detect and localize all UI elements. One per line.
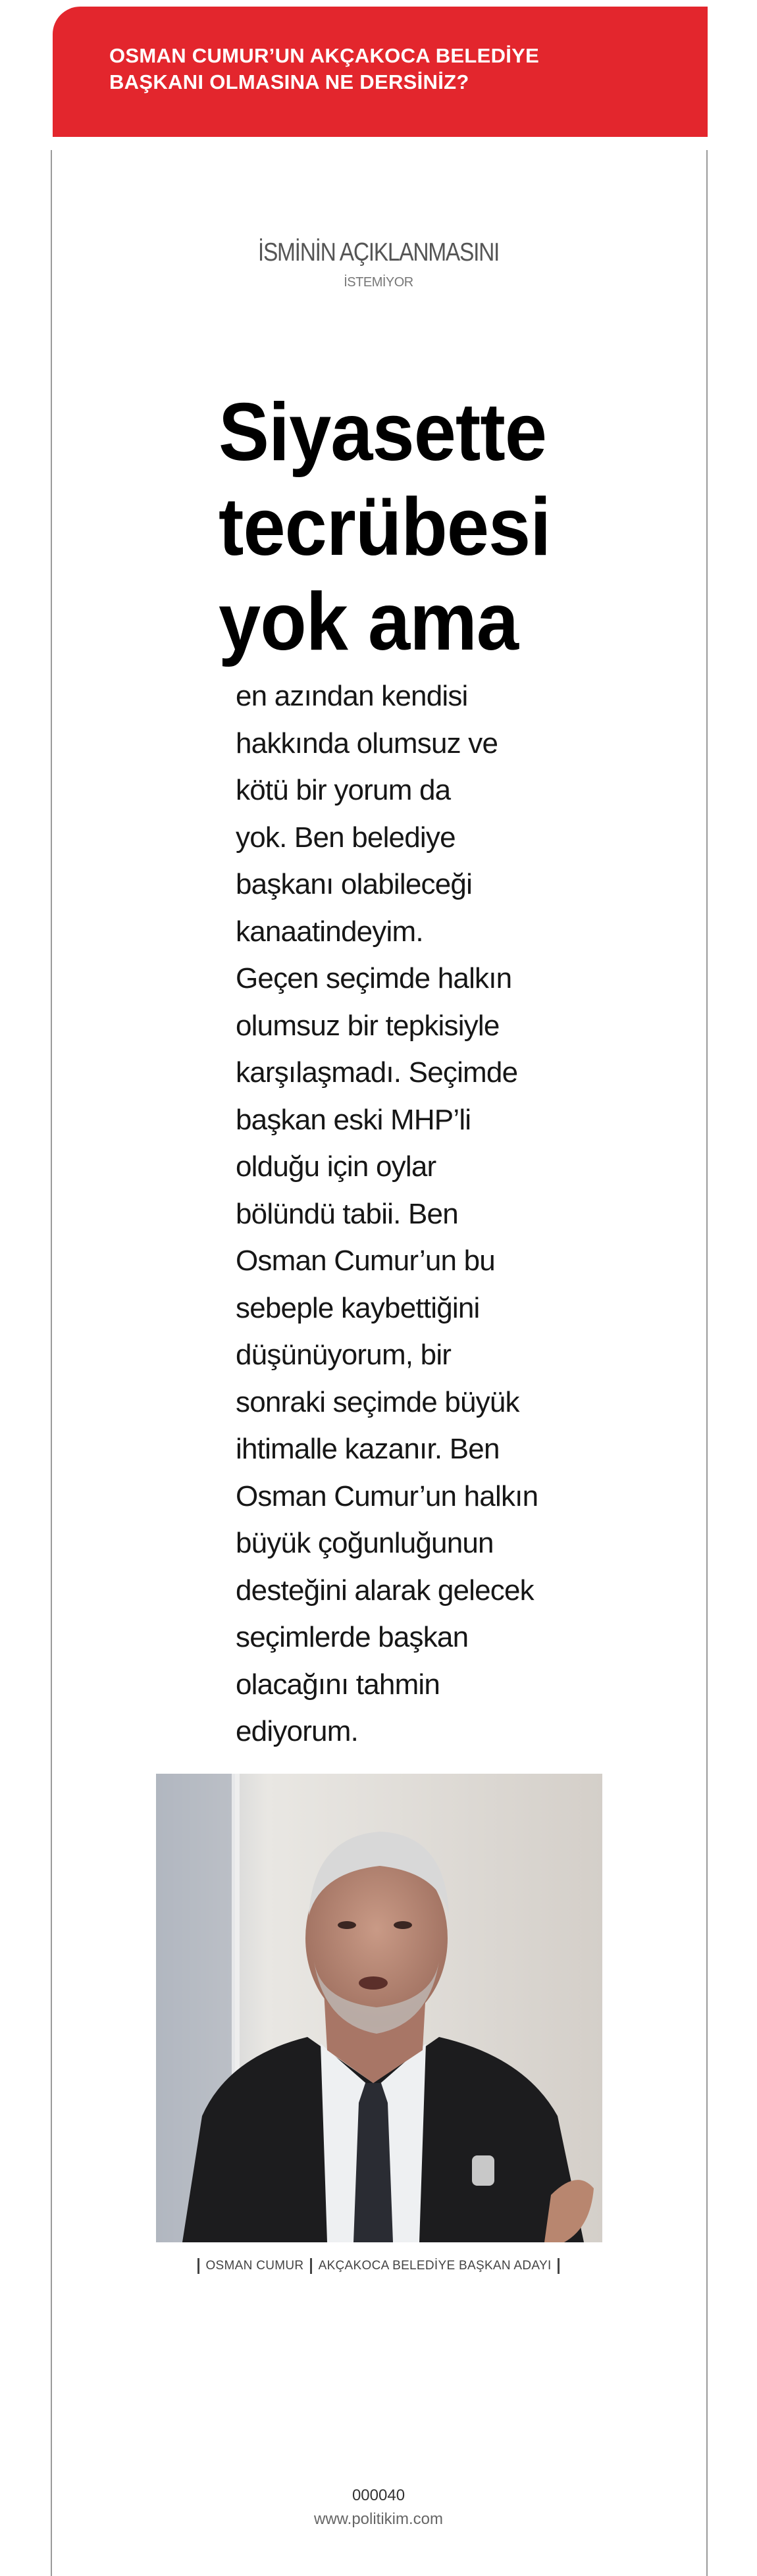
caption-divider — [310, 2258, 312, 2274]
body-line: Osman Cumur’un halkın — [236, 1480, 538, 1512]
header-banner — [53, 7, 708, 137]
caption-divider — [558, 2258, 560, 2274]
page-number: 000040 — [352, 2486, 405, 2504]
photo-caption — [0, 2257, 757, 2275]
body-line: sonraki seçimde büyük — [236, 1385, 519, 1418]
body-line: karşılaşmadı. Seçimde — [236, 1056, 518, 1089]
kicker: İSMİNİN AÇIKLANMASINI — [257, 238, 500, 267]
body-line: olumsuz bir tepkisiyle — [236, 1009, 500, 1042]
frame-left-rule — [51, 150, 52, 2576]
caption-name: OSMAN CUMUR — [205, 2259, 304, 2273]
portrait-illustration — [156, 1774, 602, 2242]
body-line: sebeple kaybettiğini — [236, 1291, 480, 1324]
body-line: ediyorum. — [236, 1715, 358, 1747]
frame-right-rule — [706, 150, 708, 2576]
headline-line: Siyasette — [219, 387, 547, 478]
banner-title: OSMAN CUMUR’UN AKÇAKOCA BELEDİYE BAŞKANI OLMASINA NE DERSİNİZ? — [109, 44, 540, 93]
caption-role: AKÇAKOCA BELEDİYE BAŞKAN ADAYI — [318, 2259, 552, 2273]
portrait-photo — [156, 1774, 602, 2242]
site-url[interactable]: www.politikim.com — [313, 2510, 444, 2528]
body-line: başkanı olabileceği — [236, 868, 473, 900]
body-line: olacağını tahmin — [236, 1668, 440, 1701]
kicker-sub: İSTEMİYOR — [344, 275, 413, 290]
headline-line: tecrübesi — [219, 482, 551, 573]
body-line: desteğini alarak gelecek — [236, 1574, 534, 1607]
body-line: Geçen seçimde halkın — [236, 962, 512, 994]
body-line: kötü bir yorum da — [236, 774, 451, 806]
body-line: düşünüyorum, bir — [236, 1339, 452, 1371]
body-line: yok. Ben belediye — [236, 821, 456, 854]
headline — [219, 385, 561, 669]
body-line: bölündü tabii. Ben — [236, 1197, 458, 1230]
article-body — [236, 673, 545, 1755]
body-line: kanaatindeyim. — [236, 915, 423, 948]
body-line: büyük çoğunluğunun — [236, 1527, 494, 1559]
body-line: seçimlerde başkan — [236, 1621, 469, 1653]
body-line: ihtimalle kazanır. Ben — [236, 1433, 500, 1465]
caption-divider — [197, 2258, 199, 2274]
body-line: en azından kendisi — [236, 680, 468, 712]
body-line: başkan eski MHP’li — [236, 1103, 471, 1136]
body-line: hakkında olumsuz ve — [236, 727, 498, 760]
body-line: Osman Cumur’un bu — [236, 1245, 495, 1277]
body-line: olduğu için oylar — [236, 1150, 436, 1183]
headline-line: yok ama — [219, 577, 519, 667]
